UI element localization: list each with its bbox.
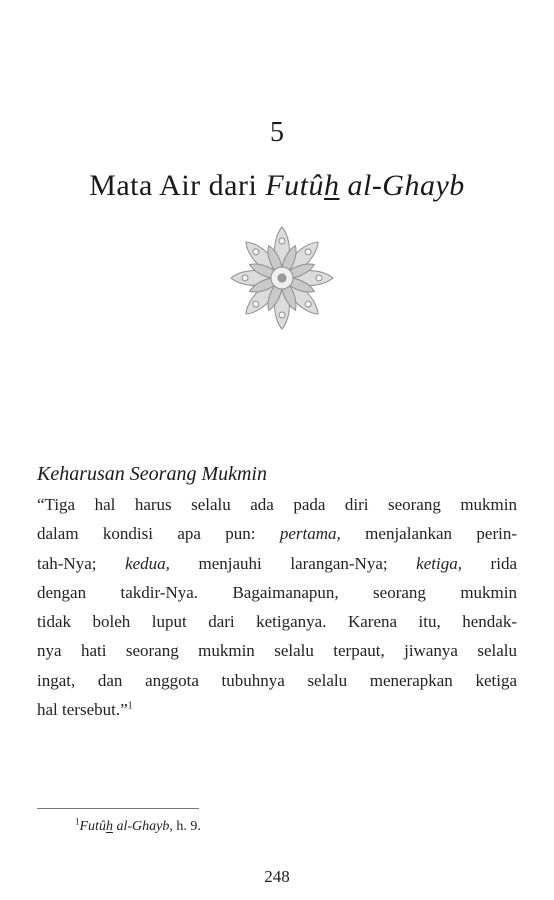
footnote-source-title: Futûh al-Ghayb	[79, 819, 170, 834]
footnote-reference[interactable]: 1	[127, 700, 133, 712]
paragraph-line: dalam kondisi apa pun: pertama, menjalankan perin-	[37, 524, 517, 544]
section	[37, 460, 517, 724]
section-heading: Keharusan Seorang Mukmin	[37, 463, 267, 485]
paragraph-line: ingat, dan anggota tubuhnya selalu menerapkan ketiga	[37, 670, 517, 690]
paragraph-line: hal tersebut.”$^1$	[37, 700, 133, 720]
paragraph-line: tah-Nya; kedua, menjauhi larangan-Nya; ketiga, rida	[37, 553, 517, 573]
chapter-number: 5	[270, 117, 284, 148]
floral-ornament-icon	[227, 223, 337, 333]
chapter-title-plain: Mata Air dari	[89, 169, 266, 202]
paragraph-line: “Tiga hal harus selalu ada pada diri seorang mukmin	[37, 495, 517, 514]
paragraph-line: nya hati seorang mukmin selalu terpaut, jiwanya selalu	[37, 641, 517, 661]
section-paragraph	[37, 490, 517, 724]
footnote-divider	[37, 808, 199, 809]
footnote-marker: 1	[75, 816, 80, 827]
paragraph-line: tidak boleh luput dari ketiganya. Karena itu, hendak-	[37, 612, 517, 632]
paragraph-line: dengan takdir-Nya. Bagaimanapun, seorang mukmin	[37, 582, 517, 602]
page-number: 248	[264, 867, 290, 886]
chapter-title	[0, 168, 554, 204]
footnote-page-ref: , h. 9.	[169, 819, 201, 834]
chapter-title-italic: Futûh al-Ghayb	[265, 169, 465, 202]
footnote	[75, 817, 201, 837]
